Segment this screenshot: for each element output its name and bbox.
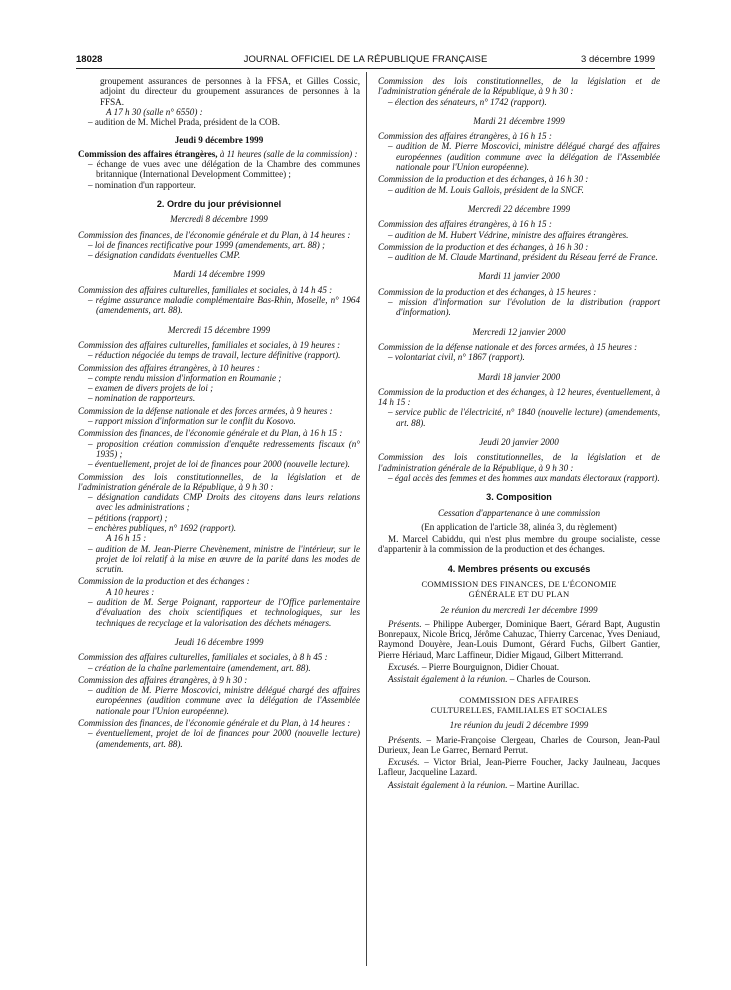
commission-heading: COMMISSION DES AFFAIRES CULTURELLES, FAMILIALES ET SOCIALES xyxy=(430,694,608,715)
attendance-present xyxy=(378,735,660,756)
agenda-item: – éventuellement, projet de loi de finances pour 2000 (nouvelle lecture). xyxy=(88,459,350,470)
section-title: 3. Composition xyxy=(486,492,552,503)
agenda-item: – volontariat civil, n° 1867 (rapport). xyxy=(388,352,525,363)
day-heading: Mercredi 8 décembre 1999 xyxy=(170,214,268,225)
commission-line: Commission de la production et des échanges, à 16 h 30 : xyxy=(378,174,589,185)
agenda-item: – audition de M. Jean-Pierre Chevènement, ministre de l'intérieur, sur le projet de loi relatif à la mise en œuvre de la parité dans les modes de scrutin. xyxy=(88,543,360,575)
commission-line: Commission des affaires étrangères, à 10 heures : xyxy=(78,362,260,373)
commission-line: Commission des finances, de l'économie générale et du Plan, à 14 heures : xyxy=(78,229,351,240)
day-heading: Mardi 21 décembre 1999 xyxy=(473,115,565,126)
commission-line: Commission des affaires culturelles, familiales et sociales, à 19 heures : xyxy=(78,339,341,350)
commission-line: Commission des affaires culturelles, familiales et sociales, à 8 h 45 : xyxy=(78,652,328,663)
day-heading: Mardi 14 décembre 1999 xyxy=(173,269,265,280)
agenda-item: – enchères publiques, n° 1692 (rapport). xyxy=(88,522,237,533)
commission-line: Commission des affaires étrangères, à 9 h 30 : xyxy=(78,674,248,685)
commission-line: Commission de la production et des échanges, à 16 h 30 : xyxy=(378,241,589,252)
label: Présents. xyxy=(388,734,422,745)
commission-line: Commission des lois constitutionnelles, de la législation et de l'administration générale de la République, à 9 h 30 : xyxy=(378,76,660,97)
agenda-item: – nomination d'un rapporteur. xyxy=(88,179,196,190)
agenda-item: – proposition création commission d'enquête redressements fiscaux (n° 1935) ; xyxy=(88,438,360,459)
time-line: A 10 heures : xyxy=(106,586,155,597)
section-subtitle: Cessation d'appartenance à une commission xyxy=(437,507,601,518)
meeting-title: 2e réunion du mercredi 1er décembre 1999 xyxy=(440,604,598,615)
agenda-item: – éventuellement, projet de loi de finances pour 2000 (nouvelle lecture) (amendements, art. 88). xyxy=(88,728,360,749)
names: – Victor Brial, Jean-Pierre Foucher, Jacky Jaulneau, Jacques Lafleur, Jacqueline Lazard. xyxy=(378,757,660,778)
commission-line xyxy=(78,149,360,159)
commission-line: Commission de la production et des échanges, à 15 heures : xyxy=(378,286,597,297)
issue-date: 3 décembre 1999 xyxy=(581,54,655,65)
agenda-item: – compte rendu mission d'information en Roumanie ; xyxy=(88,372,282,383)
section-title: 2. Ordre du jour prévisionnel xyxy=(156,198,282,209)
page-number: 18028 xyxy=(76,54,103,65)
commission-line: Commission de la production et des échanges, à 12 heures, éventuellement, à 14 h 15 : xyxy=(378,386,660,408)
names: – Philippe Auberger, Dominique Baert, Gérard Bapt, Augustin Bonrepaux, Nicole Bricq, Jérôme Cahuzac, Thierry Carcenac, Yves Deniaud, Raymond Douyère, Jean-Louis Dumont, Gérard Fuchs, Gilbert Gantier, Pierre Hériaud, Marc Laffineur, Didier Migaud, Gilbert Mitterrand. xyxy=(378,618,660,660)
label: Excusés. xyxy=(388,757,420,768)
continued-paragraph: groupement assurances de personnes à la FFSA, et Gilles Cossic, adjoint du directeur du groupement assurances de personnes à la FFSA. xyxy=(100,76,360,107)
time-line: A 17 h 30 (salle n° 6550) : xyxy=(106,106,203,117)
commission-name: Commission des affaires étrangères, xyxy=(78,148,218,159)
agenda-item: – réduction négociée du temps de travail, lecture définitive (rapport). xyxy=(88,350,341,361)
attendance-assist xyxy=(378,674,660,684)
attendance-excused xyxy=(378,662,660,672)
day-heading: Mercredi 12 janvier 2000 xyxy=(472,326,566,337)
commission-time: à 11 heures (salle de la commission) : xyxy=(217,148,358,159)
commission-line: Commission des lois constitutionnelles, de la législation et de l'administration générale de la République, à 9 h 30 : xyxy=(378,452,660,473)
agenda-item: – audition de M. Louis Gallois, président de la SNCF. xyxy=(388,184,584,195)
day-heading: Mardi 11 janvier 2000 xyxy=(478,271,560,282)
agenda-item: – régime assurance maladie complémentaire Bas-Rhin, Moselle, n° 1964 (amendements, art. 88). xyxy=(88,295,360,316)
agenda-item: – audition de M. Hubert Védrine, ministre des affaires étrangères. xyxy=(388,229,629,240)
section-note: (En application de l'article 38, alinéa 3, du règlement) xyxy=(421,521,617,532)
column-divider xyxy=(366,72,367,966)
agenda-item: – examen de divers projets de loi ; xyxy=(88,383,214,394)
attendance-assist xyxy=(378,780,660,790)
commission-line: Commission de la production et des échanges : xyxy=(78,576,250,587)
header-rule xyxy=(76,68,655,69)
agenda-item: – audition de M. Pierre Moscovici, ministre délégué chargé des affaires européennes (audition commune avec la délégation de l'Assemblée nationale pour l'Union européenne). xyxy=(388,141,660,173)
agenda-item: – audition de M. Claude Martinand, président du Réseau ferré de France. xyxy=(388,252,658,263)
day-heading: Mercredi 15 décembre 1999 xyxy=(167,324,271,335)
names: – Marie-Françoise Clergeau, Charles de Courson, Jean-Paul Durieux, Jean Le Garrec, Bernard Perrut. xyxy=(378,734,660,755)
agenda-item: – désignation candidats éventuelles CMP. xyxy=(88,250,241,261)
commission-line: Commission des affaires culturelles, familiales et sociales, à 14 h 45 : xyxy=(78,284,333,295)
day-heading: Jeudi 9 décembre 1999 xyxy=(174,135,264,146)
journal-title: JOURNAL OFFICIEL DE LA RÉPUBLIQUE FRANÇAISE xyxy=(243,54,488,65)
agenda-item: – échange de vues avec une délégation de la Chambre des communes britannique (International Development Committee) ; xyxy=(88,159,360,180)
agenda-item: – audition de M. Michel Prada, président de la COB. xyxy=(88,117,280,128)
agenda-item: – création de la chaîne parlementaire (amendement, art. 88). xyxy=(88,662,311,673)
agenda-item: – élection des sénateurs, n° 1742 (rapport). xyxy=(388,96,547,107)
right-column xyxy=(378,76,660,790)
commission-line: Commission de la défense nationale et des forces armées, à 9 heures : xyxy=(78,405,333,416)
agenda-item: – audition de M. Pierre Moscovici, ministre délégué chargé des affaires européennes (audition commune avec la délégation de l'Assemblée nationale pour l'Union européenne). xyxy=(88,685,360,716)
names: – Pierre Bourguignon, Didier Chouat. xyxy=(419,662,560,673)
day-heading: Mardi 18 janvier 2000 xyxy=(477,371,561,382)
commission-line: Commission des finances, de l'économie générale et du Plan, à 14 heures : xyxy=(78,718,351,729)
agenda-item: – mission d'information sur l'évolution de la distribution (rapport d'information). xyxy=(388,297,660,318)
agenda-item: – audition de M. Serge Poignant, rapporteur de l'Office parlementaire d'évaluation des choix scientifiques et technologiques, sur les techniques de recyclage et la valorisation des déchets ménagers. xyxy=(88,597,360,628)
commission-line: Commission de la défense nationale et des forces armées, à 15 heures : xyxy=(378,341,638,352)
commission-line: Commission des finances, de l'économie générale et du Plan, à 16 h 15 : xyxy=(78,428,343,439)
attendance-present xyxy=(378,619,660,660)
time-line: A 16 h 15 : xyxy=(106,533,147,544)
day-heading: Jeudi 16 décembre 1999 xyxy=(174,636,264,647)
commission-line: Commission des affaires étrangères, à 16 h 15 : xyxy=(378,131,552,142)
commission-line: Commission des affaires étrangères, à 16 h 15 : xyxy=(378,219,552,230)
day-heading: Jeudi 20 janvier 2000 xyxy=(479,437,559,448)
agenda-item: – désignation candidats CMP Droits des citoyens dans leurs relations avec les administrations ; xyxy=(88,492,360,513)
names: – Martine Aurillac. xyxy=(507,779,580,790)
agenda-item: – service public de l'électricité, n° 1840 (nouvelle lecture) (amendements, art. 88). xyxy=(388,407,660,428)
composition-paragraph: M. Marcel Cabiddu, qui n'est plus membre du groupe socialiste, cesse d'appartenir à la commission de la production et des échanges. xyxy=(378,534,660,555)
section-title: 4. Membres présents ou excusés xyxy=(447,563,591,574)
names: – Charles de Courson. xyxy=(507,674,591,685)
commission-line: Commission des lois constitutionnelles, de la législation et de l'administration générale de la République, à 9 h 30 : xyxy=(78,471,360,492)
agenda-item: – égal accès des femmes et des hommes aux mandats électoraux (rapport). xyxy=(388,472,660,483)
agenda-item: – rapport mission d'information sur le conflit du Kosovo. xyxy=(88,416,296,427)
page-header xyxy=(76,54,655,68)
left-column xyxy=(78,76,360,749)
label: Excusés. xyxy=(388,662,420,673)
meeting-title: 1re réunion du jeudi 2 décembre 1999 xyxy=(449,720,589,731)
day-heading: Mercredi 22 décembre 1999 xyxy=(467,203,571,214)
agenda-item: – nomination de rapporteurs. xyxy=(88,393,196,404)
commission-heading: COMMISSION DES FINANCES, DE L'ÉCONOMIE GÉNÉRALE ET DU PLAN xyxy=(421,578,617,600)
attendance-excused xyxy=(378,757,660,778)
label: Présents. xyxy=(388,618,422,629)
label: Assistait également à la réunion. xyxy=(388,779,508,790)
agenda-item: – loi de finances rectificative pour 1999 (amendements, art. 88) ; xyxy=(88,239,326,250)
agenda-item: – pétitions (rapport) ; xyxy=(88,512,168,523)
label: Assistait également à la réunion. xyxy=(388,674,508,685)
